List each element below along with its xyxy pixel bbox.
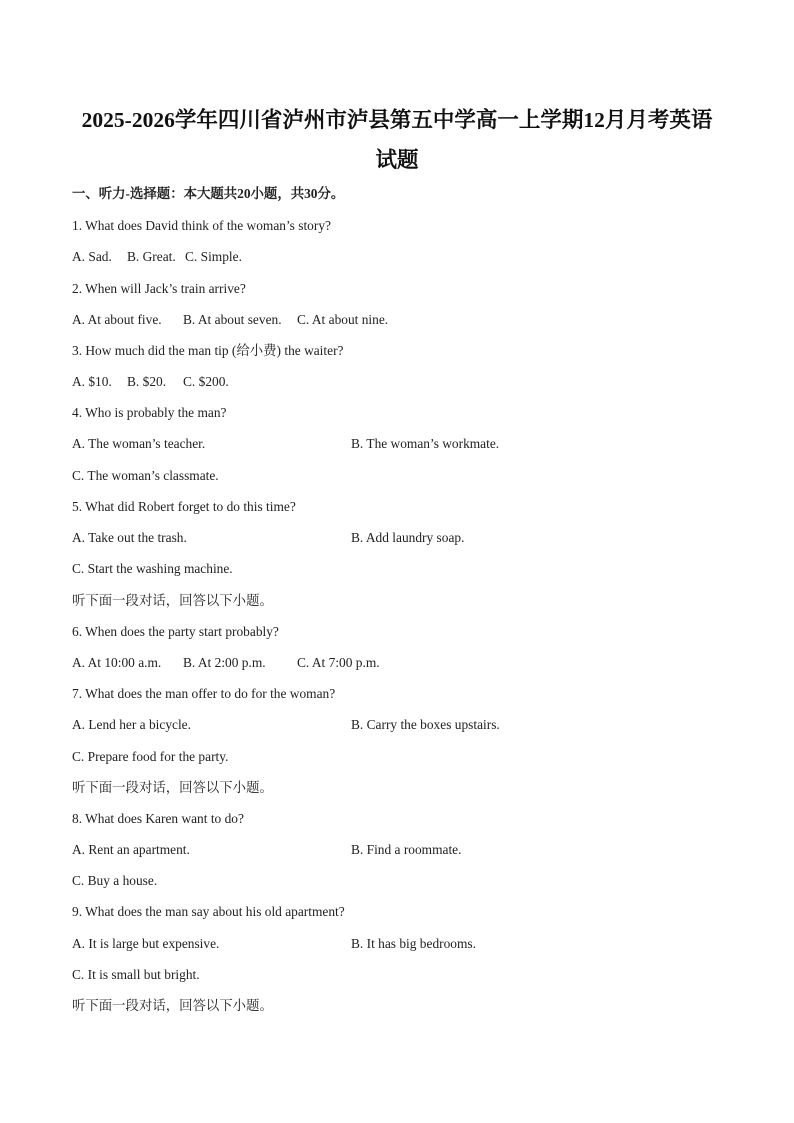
q1-option-c: C. Simple.: [185, 249, 242, 264]
title-line-2: 试题: [375, 148, 419, 172]
question-2: 2. When will Jack’s train arrive?: [72, 281, 246, 296]
q4-option-b: B. The woman’s workmate.: [351, 436, 500, 451]
q1-option-b: B. Great.: [127, 249, 176, 264]
section-header: 一、听力-选择题：本大题共20小题，共30分。: [72, 186, 345, 201]
q1-option-a: A. Sad.: [72, 249, 112, 264]
q9-option-b: B. It has big bedrooms.: [351, 936, 476, 951]
q4-option-a: A. The woman’s teacher.: [72, 436, 206, 451]
q6-option-a: A. At 10:00 a.m.: [72, 655, 162, 670]
q3-option-b: B. $20.: [127, 374, 167, 389]
question-1: 1. What does David think of the woman’s story?: [72, 218, 331, 233]
q2-option-b: B. At about seven.: [183, 312, 282, 327]
q8-option-a: A. Rent an apartment.: [72, 842, 190, 857]
q2-option-c: C. At about nine.: [297, 312, 389, 327]
question-8: 8. What does Karen want to do?: [72, 811, 244, 826]
question-9: 9. What does the man say about his old apartment?: [72, 904, 345, 919]
question-5: 5. What did Robert forget to do this time?: [72, 499, 296, 514]
question-6: 6. When does the party start probably?: [72, 624, 279, 639]
q5-option-b: B. Add laundry soap.: [351, 530, 465, 545]
q6-option-b: B. At 2:00 p.m.: [183, 655, 266, 670]
instruction-2: 听下面一段对话，回答以下小题。: [72, 780, 273, 795]
q3-option-a: A. $10.: [72, 374, 112, 389]
q8-option-c: C. Buy a house.: [72, 873, 158, 888]
q9-option-a: A. It is large but expensive.: [72, 936, 220, 951]
q6-option-c: C. At 7:00 p.m.: [297, 655, 380, 670]
instruction-3: 听下面一段对话，回答以下小题。: [72, 998, 273, 1013]
q3-option-c: C. $200.: [183, 374, 229, 389]
q7-option-a: A. Lend her a bicycle.: [72, 717, 191, 732]
q5-option-a: A. Take out the trash.: [72, 530, 187, 545]
q9-option-c: C. It is small but bright.: [72, 967, 200, 982]
page-title: [60, 100, 734, 180]
q2-option-a: A. At about five.: [72, 312, 162, 327]
question-7: 7. What does the man offer to do for the woman?: [72, 686, 336, 701]
title-line-1: 2025-2026学年四川省泸州市泸县第五中学高一上学期12月月考英语: [81, 108, 713, 132]
q7-option-c: C. Prepare food for the party.: [72, 749, 229, 764]
q5-option-c: C. Start the washing machine.: [72, 561, 233, 576]
instruction-1: 听下面一段对话，回答以下小题。: [72, 593, 273, 608]
q7-option-b: B. Carry the boxes upstairs.: [351, 717, 500, 732]
q8-option-b: B. Find a roommate.: [351, 842, 462, 857]
question-3: 3. How much did the man tip (给小费) the waiter?: [72, 343, 344, 358]
question-4: 4. Who is probably the man?: [72, 405, 227, 420]
q4-option-c: C. The woman’s classmate.: [72, 468, 219, 483]
